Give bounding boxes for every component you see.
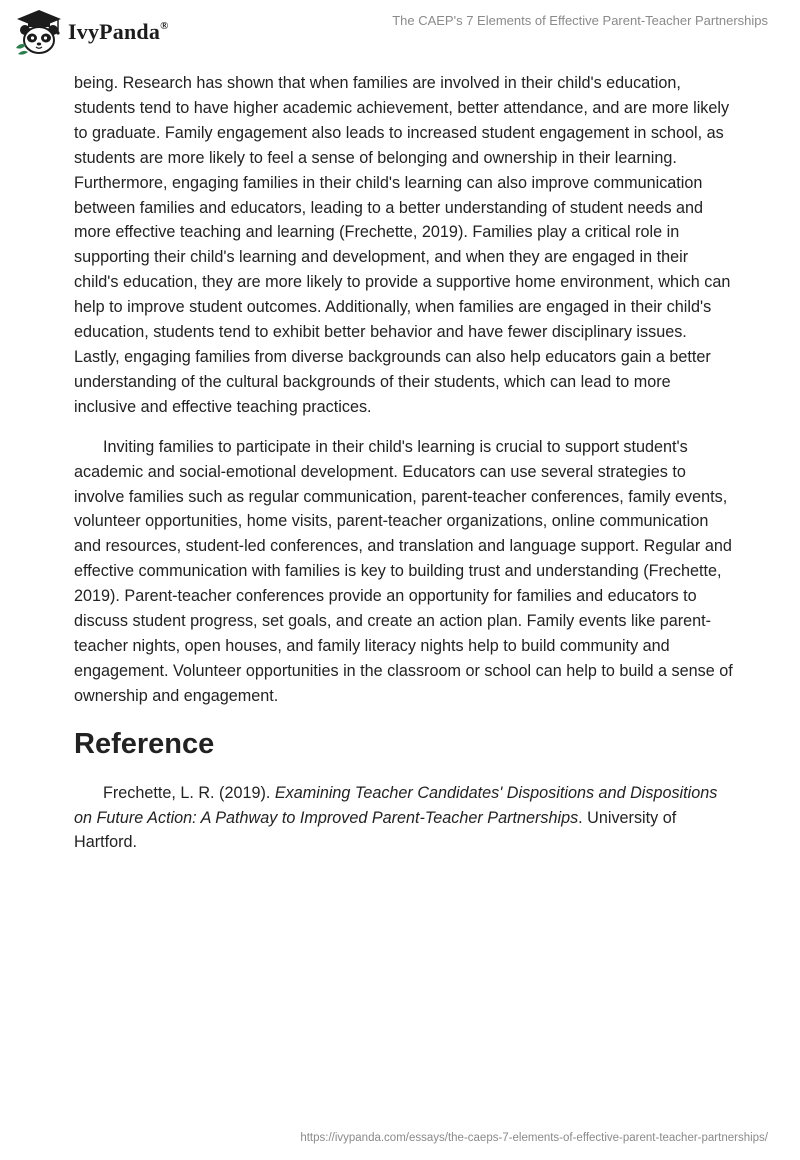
panda-graduate-icon <box>14 8 64 56</box>
reference-heading: Reference <box>74 727 215 760</box>
reference-entry <box>74 781 734 856</box>
document-title: The CAEP's 7 Elements of Effective Parent-Teacher Partnerships <box>392 13 768 28</box>
registered-mark: ® <box>160 19 169 32</box>
body-paragraph-1: being. Research has shown that when families are involved in their child's education, students tend to have higher academic achievement, better attendance, and are more likely to graduate. Family engagement also leads to increased student engagement in school, as students are more likely to feel a sense of belonging and ownership in their learning. Furthermore, engaging families in their child's learning can also improve communication between families and educators, leading to a better understanding of student needs and more effective teaching and learning (Frechette, 2019). Families play a critical role in supporting their child's learning and development, and when they are engaged in their child's education, they are more likely to provide a supportive home environment, which can help to improve student outcomes. Additionally, when families are engaged in their child's education, students tend to exhibit better behavior and have fewer disciplinary issues. Lastly, engaging families from diverse backgrounds can also help educators gain a better understanding of the cultural backgrounds of their students, which can lead to more inclusive and effective teaching practices. <box>74 74 731 416</box>
body-paragraph-2: Inviting families to participate in their child's learning is crucial to support student's academic and social-emotional development. Educators can use several strategies to involve families such as regular communication, parent-teacher conferences, family events, volunteer opportunities, home visits, parent-teacher organizations, online communication and resources, student-led conferences, and translation and language support. Regular and effective communication with families is key to building trust and understanding (Frechette, 2019). Parent-teacher conferences provide an opportunity for families and educators to discuss student progress, set goals, and create an action plan. Family events like parent-teacher nights, open houses, and family literacy nights help to build community and engagement. Volunteer opportunities in the classroom or school can help to build a sense of ownership and engagement. <box>74 437 733 705</box>
brand-logo[interactable] <box>14 8 169 56</box>
reference-publisher: . University of Hartford. <box>74 808 677 852</box>
page-header <box>0 0 800 70</box>
reference-title: Examining Teacher Candidates' Dispositions and Dispositions on Future Action: A Pathway to Improved Parent-Teacher Partnerships <box>74 783 718 827</box>
essay-content <box>74 71 734 870</box>
footer-url[interactable]: https://ivypanda.com/essays/the-caeps-7-elements-of-effective-parent-teacher-partnerships/ <box>300 1132 768 1144</box>
brand-name: IvyPanda® <box>68 19 169 44</box>
reference-author-year: Frechette, L. R. (2019). <box>103 783 275 802</box>
